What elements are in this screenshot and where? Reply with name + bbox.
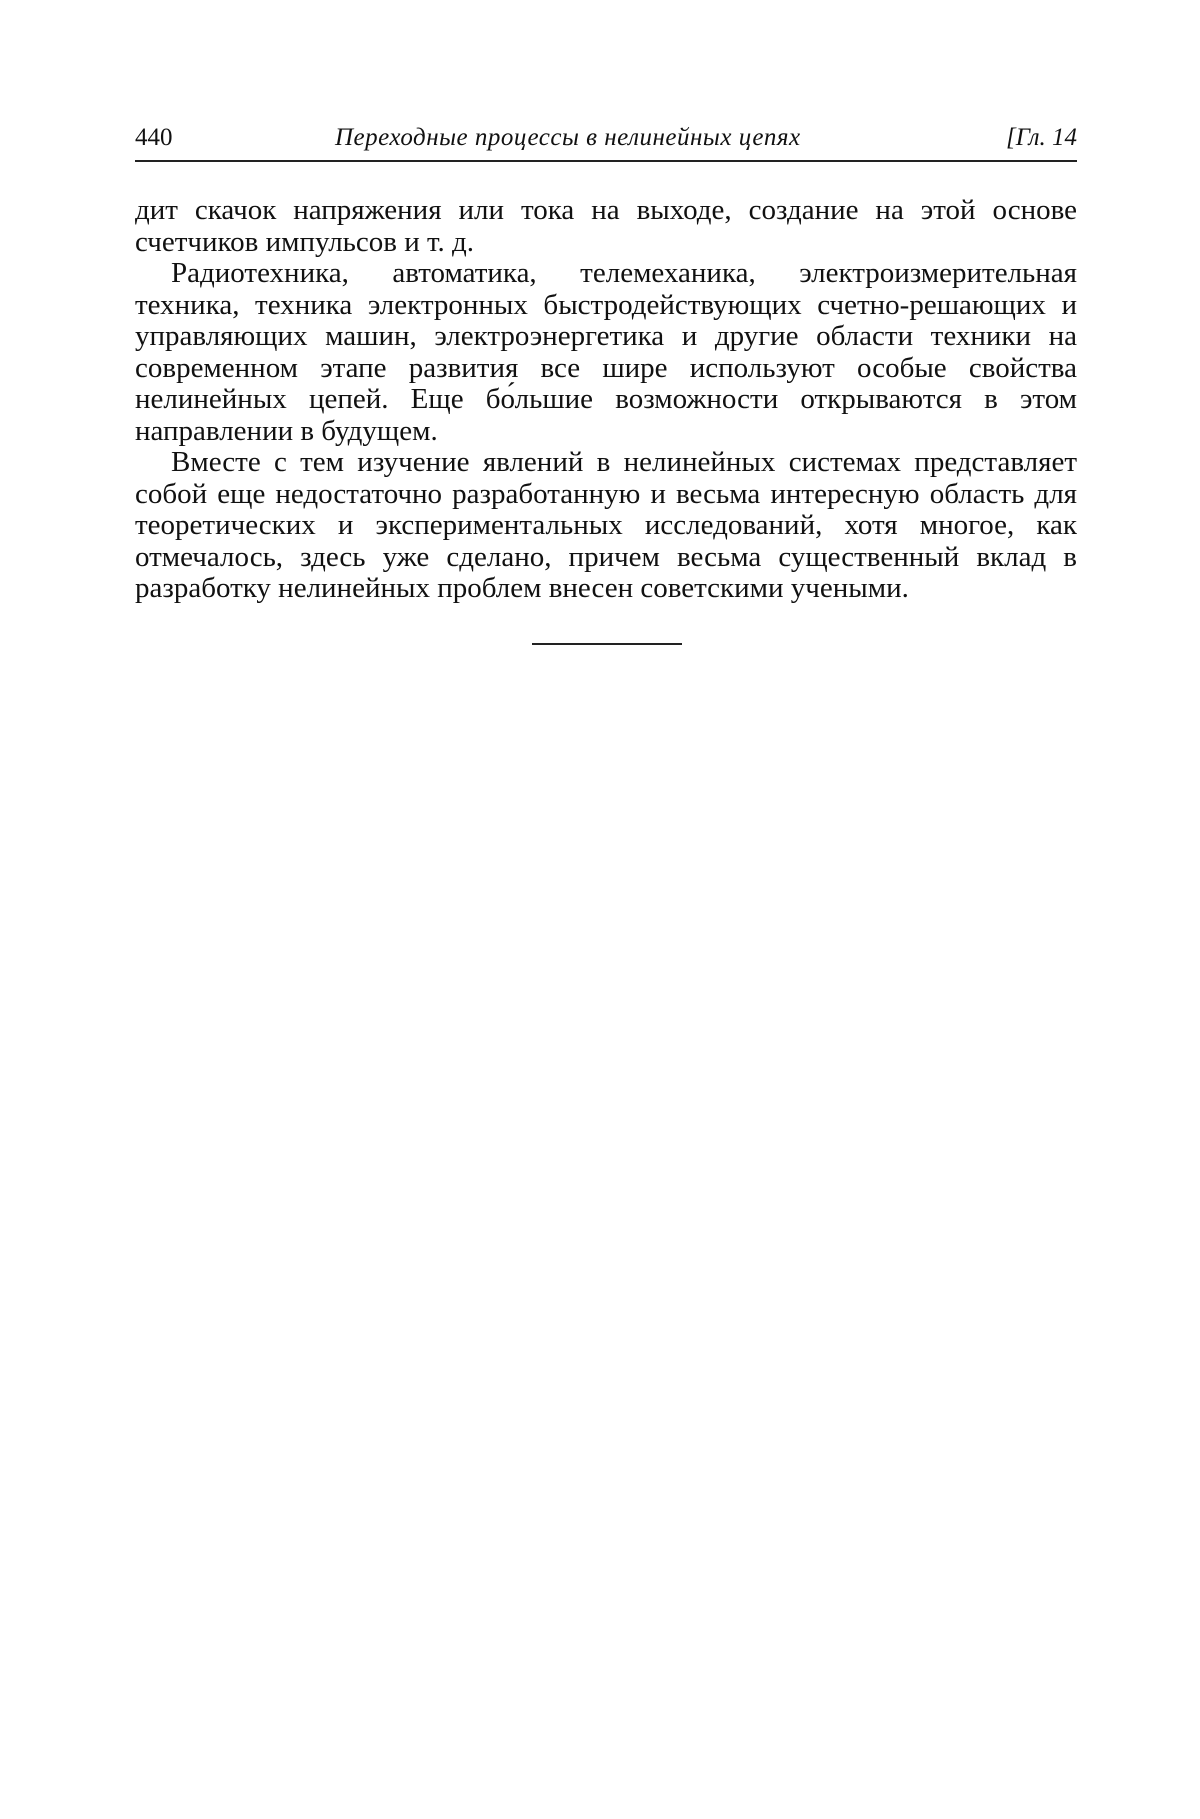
chapter-reference: [Гл. 14	[1005, 124, 1077, 151]
header-rule	[135, 160, 1077, 162]
paragraph-research: Вместе с тем изучение явлений в нелинейных системах представляет собой еще недостаточно разработанную и весьма интересную область для теоретических и экспериментальных исследований, хотя многое, как отмечалось, здесь уже сделано, причем весьма существенный вклад в разработку нелинейных проблем внесен советскими учеными.	[135, 446, 1077, 604]
end-rule	[532, 643, 682, 645]
body-text	[135, 195, 1077, 605]
running-head	[135, 120, 1077, 156]
running-head-title: Переходные процессы в нелинейных цепях	[335, 124, 801, 151]
book-page	[135, 120, 1077, 645]
paragraph-continuation: дит скачок напряжения или тока на выходе, создание на этой основе счетчиков импульсов и т. д.	[135, 194, 1077, 258]
paragraph-technology: Радиотехника, автоматика, телемеханика, электроизмерительная техника, техника электронных быстродействующих счетно-решающих и управляющих машин, электроэнергетика и другие области техники на современном этапе развития все шире используют особые свойства нелинейных цепей. Еще бо́льшие возможности открываются в этом направлении в будущем.	[135, 257, 1077, 447]
page-number: 440	[135, 124, 173, 151]
